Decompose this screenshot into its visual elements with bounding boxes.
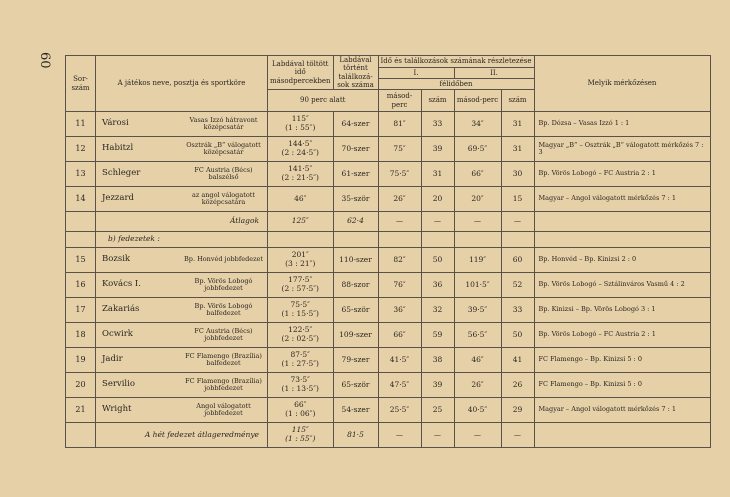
half2-seconds: 20″: [454, 187, 501, 212]
player-cell: [96, 323, 268, 348]
time-minutes: (2 : 57·5″): [281, 284, 319, 293]
table-row: [66, 273, 711, 298]
player-club-position: az angol válogatott középcsatára: [192, 190, 255, 206]
time-minutes: (1 : 15·5″): [281, 309, 319, 318]
table-row: [66, 187, 711, 212]
half2-count: 30: [501, 162, 534, 187]
contacts-cell: 110-szer: [333, 248, 378, 273]
header-sec1: másod-perc: [378, 90, 421, 112]
average-contacts: 62·4: [333, 212, 378, 232]
header-breakdown: Idő és találkozások számának részletezése: [378, 56, 534, 68]
header-contacts: Labdával történt találkozá-sok száma: [333, 56, 378, 90]
row-number: 13: [66, 162, 96, 187]
time-seconds: 201″: [291, 250, 309, 260]
table-row: [66, 112, 711, 137]
half2-seconds: 39·5″: [454, 298, 501, 323]
match-cell: Bp. Vörös Lobogó – Sztálinváros Vasmű 4 : 2: [534, 273, 710, 298]
section-header-row: [66, 232, 711, 248]
header-half1: I.: [378, 68, 454, 79]
time-minutes: (2 : 02·5″): [281, 334, 319, 343]
time-cell: [268, 273, 334, 298]
average-time-sub: (1 : 55″): [285, 434, 316, 443]
time-seconds: 73·5″: [290, 375, 310, 385]
half2-count: 60: [501, 248, 534, 273]
average-dash: —: [378, 423, 421, 448]
half1-count: 36: [421, 273, 454, 298]
half1-count: 39: [421, 373, 454, 398]
time-minutes: (2 : 21·5″): [281, 173, 319, 182]
table-row: [66, 298, 711, 323]
half1-seconds: 82″: [378, 248, 421, 273]
player-club-position: FC Austria (Bécs) jobbfedezet: [194, 326, 253, 342]
average-row: [66, 212, 711, 232]
half2-seconds: 40·5″: [454, 398, 501, 423]
time-cell: [268, 348, 334, 373]
half2-count: 50: [501, 323, 534, 348]
time-seconds: 177·5″: [288, 275, 313, 285]
half2-seconds: 119″: [454, 248, 501, 273]
average-label: A hét fedezet átlageredménye: [96, 423, 268, 448]
half2-seconds: 101·5″: [454, 273, 501, 298]
half1-count: 39: [421, 137, 454, 162]
table-row: [66, 248, 711, 273]
half1-seconds: 25·5″: [378, 398, 421, 423]
half2-count: 31: [501, 112, 534, 137]
half2-count: 26: [501, 373, 534, 398]
time-cell: [268, 298, 334, 323]
header-sec2: másod-perc: [454, 90, 501, 112]
row-number: 12: [66, 137, 96, 162]
time-seconds: 66″: [294, 400, 307, 410]
half1-count: 31: [421, 162, 454, 187]
player-cell: [96, 398, 268, 423]
average-row: [66, 423, 711, 448]
header-half2: II.: [454, 68, 534, 79]
average-time: [268, 423, 334, 448]
player-club-position: Angol válogatott jobbfedezet: [196, 401, 251, 417]
table-row: [66, 137, 711, 162]
match-cell: Magyar – Angol válogatott mérkőzés 7 : 1: [534, 398, 710, 423]
time-seconds: 144·5″: [288, 139, 313, 149]
half1-count: 25: [421, 398, 454, 423]
half1-seconds: 76″: [378, 273, 421, 298]
average-dash: —: [454, 212, 501, 232]
player-name: Ocwirk: [102, 329, 133, 340]
row-number: 18: [66, 323, 96, 348]
time-seconds: 122·5″: [288, 325, 313, 335]
half2-seconds: 69·5″: [454, 137, 501, 162]
player-club-position: FC Flamengo (Brazília) jobbfedezet: [185, 376, 262, 392]
player-cell: [96, 137, 268, 162]
half2-seconds: 66″: [454, 162, 501, 187]
half1-count: 50: [421, 248, 454, 273]
time-minutes: (2 : 24·5″): [281, 148, 319, 157]
time-seconds: 46″: [294, 193, 307, 203]
time-minutes: (1 : 06″): [285, 409, 316, 418]
time-minutes: (1 : 27·5″): [281, 359, 319, 368]
half1-seconds: 66″: [378, 323, 421, 348]
time-cell: [268, 373, 334, 398]
header-halves: félidőben: [378, 79, 534, 90]
player-cell: [96, 162, 268, 187]
table-row: [66, 323, 711, 348]
average-dash: —: [378, 212, 421, 232]
table-row: [66, 373, 711, 398]
header-count2: szám: [501, 90, 534, 112]
time-cell: [268, 398, 334, 423]
contacts-cell: 88-szor: [333, 273, 378, 298]
half2-count: 31: [501, 137, 534, 162]
player-club-position: Vasas Izzó hátravont középcsatár: [189, 115, 258, 131]
half1-seconds: 47·5″: [378, 373, 421, 398]
half2-seconds: 26″: [454, 373, 501, 398]
match-cell: Magyar – Angol válogatott mérkőzés 7 : 1: [534, 187, 710, 212]
match-cell: Bp. Honvéd – Bp. Kinizsi 2 : 0: [534, 248, 710, 273]
half1-seconds: 81″: [378, 112, 421, 137]
average-contacts: 81·5: [333, 423, 378, 448]
average-dash: —: [454, 423, 501, 448]
time-minutes: (3 : 21″): [285, 259, 316, 268]
player-cell: [96, 298, 268, 323]
contacts-cell: 35-ször: [333, 187, 378, 212]
statistics-table: [65, 55, 711, 448]
player-name: Jezzard: [102, 193, 134, 204]
time-cell: [268, 162, 334, 187]
half1-count: 32: [421, 298, 454, 323]
table-row: [66, 398, 711, 423]
section-title: b) fedezetek :: [96, 232, 268, 248]
match-cell: FC Flamengo – Bp. Kinizsi 5 : 0: [534, 373, 710, 398]
player-cell: [96, 112, 268, 137]
time-seconds: 115″: [291, 114, 309, 124]
half1-seconds: 75·5″: [378, 162, 421, 187]
player-name: Servilio: [102, 379, 135, 390]
table-row: [66, 348, 711, 373]
header-player: A játékos neve, posztja és sportköre: [96, 56, 268, 112]
average-dash: —: [421, 423, 454, 448]
time-seconds: 141·5″: [288, 164, 313, 174]
header-possession-time: Labdával töltött idő másodpercekben: [268, 56, 334, 90]
half2-seconds: 56·5″: [454, 323, 501, 348]
half1-seconds: 26″: [378, 187, 421, 212]
contacts-cell: 54-szer: [333, 398, 378, 423]
average-dash: —: [501, 212, 534, 232]
player-name: Zakariás: [102, 304, 140, 315]
row-number: 21: [66, 398, 96, 423]
average-dash: —: [501, 423, 534, 448]
half2-count: 33: [501, 298, 534, 323]
half1-seconds: 41·5″: [378, 348, 421, 373]
player-club-position: Osztrák „B” válogatott középcsatár: [186, 140, 261, 156]
row-number: 16: [66, 273, 96, 298]
player-name: Schleger: [102, 168, 141, 179]
player-club-position: FC Austria (Bécs) balszélső: [194, 165, 253, 181]
player-cell: [96, 273, 268, 298]
page-number: 60: [37, 52, 52, 69]
contacts-cell: 65-ször: [333, 373, 378, 398]
time-cell: [268, 248, 334, 273]
time-minutes: (1 : 13·5″): [281, 384, 319, 393]
match-cell: Bp. Vörös Lobogó – FC Austria 2 : 1: [534, 323, 710, 348]
contacts-cell: 65-ször: [333, 298, 378, 323]
contacts-cell: 109-szer: [333, 323, 378, 348]
row-number: 20: [66, 373, 96, 398]
match-cell: Magyar „B” – Osztrák „B” válogatott mérkőzés 7 : 3: [534, 137, 710, 162]
average-label: Átlagok: [96, 212, 268, 232]
header-match: Melyik mérkőzésen: [534, 56, 710, 112]
player-club-position: FC Flamengo (Brazília) balfedezet: [185, 351, 262, 367]
half2-count: 15: [501, 187, 534, 212]
player-cell: [96, 348, 268, 373]
header-count1: szám: [421, 90, 454, 112]
half2-count: 29: [501, 398, 534, 423]
half1-count: 20: [421, 187, 454, 212]
row-number: 11: [66, 112, 96, 137]
player-name: Wright: [102, 404, 132, 415]
time-cell: [268, 187, 334, 212]
time-seconds: 87·5″: [290, 350, 310, 360]
time-minutes: (1 : 55″): [285, 123, 316, 132]
match-cell: Bp. Kinizsi – Bp. Vörös Lobogó 3 : 1: [534, 298, 710, 323]
contacts-cell: 64-szer: [333, 112, 378, 137]
contacts-cell: 70-szer: [333, 137, 378, 162]
match-cell: FC Flamengo – Bp. Kinizsi 5 : 0: [534, 348, 710, 373]
player-name: Jadir: [102, 354, 123, 365]
contacts-cell: 61-szer: [333, 162, 378, 187]
half2-seconds: 46″: [454, 348, 501, 373]
half2-count: 41: [501, 348, 534, 373]
player-cell: [96, 248, 268, 273]
player-name: Kovács I.: [102, 279, 141, 290]
player-name: Bozsik: [102, 254, 131, 265]
time-cell: [268, 137, 334, 162]
half1-count: 38: [421, 348, 454, 373]
time-cell: [268, 112, 334, 137]
time-seconds: 75·5″: [290, 300, 310, 310]
average-time-value: 115″: [291, 425, 309, 435]
half1-seconds: 36″: [378, 298, 421, 323]
player-cell: [96, 373, 268, 398]
player-name: Városi: [102, 118, 129, 129]
match-cell: Bp. Vörös Lobogó – FC Austria 2 : 1: [534, 162, 710, 187]
time-cell: [268, 323, 334, 348]
row-number: 17: [66, 298, 96, 323]
table-row: [66, 162, 711, 187]
half1-seconds: 75″: [378, 137, 421, 162]
player-club-position: Bp. Honvéd jobbfedezet: [184, 255, 263, 264]
match-cell: Bp. Dózsa – Vasas Izzó 1 : 1: [534, 112, 710, 137]
player-name: Habitzl: [102, 143, 134, 154]
player-cell: [96, 187, 268, 212]
average-time: 125″: [268, 212, 334, 232]
contacts-cell: 79-szer: [333, 348, 378, 373]
header-row-no: Sor- szám: [66, 56, 96, 112]
player-club-position: Bp. Vörös Lobogó balfedezet: [194, 301, 253, 317]
half2-count: 52: [501, 273, 534, 298]
row-number: 15: [66, 248, 96, 273]
row-number: 14: [66, 187, 96, 212]
half2-seconds: 34″: [454, 112, 501, 137]
player-club-position: Bp. Vörös Lobogó jobbfedezet: [194, 276, 253, 292]
half1-count: 59: [421, 323, 454, 348]
header-per90: 90 perc alatt: [268, 90, 379, 112]
average-dash: —: [421, 212, 454, 232]
row-number: 19: [66, 348, 96, 373]
half1-count: 33: [421, 112, 454, 137]
